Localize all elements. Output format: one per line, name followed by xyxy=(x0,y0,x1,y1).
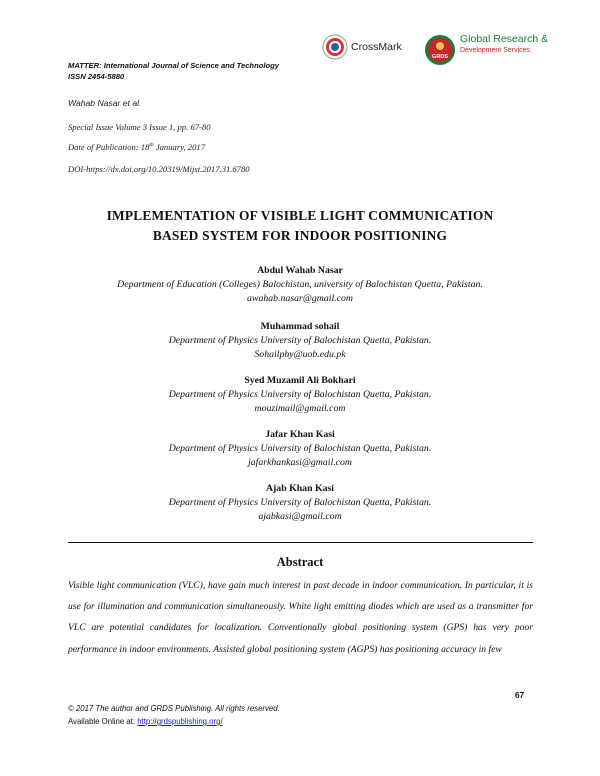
pub-date-prefix: Date of Publication: 18 xyxy=(68,142,150,152)
author-block-3 xyxy=(0,374,600,416)
author-affiliation: Department of Education (Colleges) Balochistan, university of Balochistan Quetta, Pakistan. xyxy=(117,279,483,290)
author-name: Ajab Khan Kasi xyxy=(265,483,335,494)
pub-date-suffix: January, 2017 xyxy=(153,142,205,152)
abstract-heading: Abstract xyxy=(276,555,324,569)
author-email[interactable]: Sohailphy@uob.edu.pk xyxy=(254,349,346,360)
journal-issn: ISSN 2454-5880 xyxy=(68,72,125,81)
author-short: Wahab Nasar et al. xyxy=(68,98,142,108)
issue-info: Special Issue Volume 3 Issue 1, pp. 67-80 xyxy=(68,122,211,132)
section-divider xyxy=(68,542,533,543)
author-email[interactable]: mouzimail@gmail.com xyxy=(254,403,346,414)
crossmark-logo[interactable] xyxy=(322,34,402,60)
author-block-5 xyxy=(0,482,600,524)
doi[interactable]: DOI-https://dx.doi.org/10.20319/Mijst.2017.31.6780 xyxy=(68,164,250,174)
author-email[interactable]: jafarkhankasi@gmail.com xyxy=(248,457,352,468)
author-email[interactable]: awahab.nasar@gmail.com xyxy=(247,293,353,304)
author-name: Jafar Khan Kasi xyxy=(265,429,335,440)
author-name: Syed Muzamil Ali Bokhari xyxy=(244,375,356,386)
crossmark-label: CrossMark xyxy=(351,41,402,53)
paper-title xyxy=(0,206,600,246)
copyright-notice: © 2017 The author and GRDS Publishing. All rights reserved. xyxy=(68,704,280,713)
publisher-link[interactable]: http://grdspublishing.org/ xyxy=(137,717,223,726)
grds-emblem-icon xyxy=(424,34,456,66)
publication-date xyxy=(68,142,205,152)
available-prefix: Available Online at: xyxy=(68,717,138,726)
journal-name: MATTER: International Journal of Science and Technology xyxy=(68,61,279,70)
grds-logo xyxy=(424,34,548,66)
author-email[interactable]: ajabkasi@gmail.com xyxy=(258,511,342,522)
author-affiliation: Department of Physics University of Balochistan Quetta, Pakistan. xyxy=(168,443,432,454)
grds-line1: Global Research & xyxy=(460,33,549,45)
author-affiliation: Department of Physics University of Balochistan Quetta, Pakistan. xyxy=(168,497,432,508)
author-block-4 xyxy=(0,428,600,470)
grds-emblem-text: GRDS xyxy=(432,54,448,60)
author-block-1 xyxy=(0,264,600,306)
author-block-2 xyxy=(0,320,600,362)
author-affiliation: Department of Physics University of Balochistan Quetta, Pakistan. xyxy=(168,335,432,346)
author-name: Muhammad sohail xyxy=(260,321,340,332)
title-line-2: BASED SYSTEM FOR INDOOR POSITIONING xyxy=(152,228,448,243)
grds-wordmark xyxy=(460,34,548,56)
page-number: 67 xyxy=(515,691,525,700)
availability-line xyxy=(68,717,223,726)
abstract-text: Visible light communication (VLC), have gain much interest in past decade in indoor communication. In particular, it is use for illumination and communication simultaneously. White light emitting diodes which are used as a transmitter for VLC are potential candidates for localization. Conventionally global positioning system (GPS) has very poor performance in indoor environments. Assisted global positioning system (AGPS) has positioning accuracy in few xyxy=(68,580,533,655)
grds-line2: Development Services xyxy=(460,47,531,54)
title-line-1: IMPLEMENTATION OF VISIBLE LIGHT COMMUNICATION xyxy=(106,208,494,223)
journal-header xyxy=(68,60,279,82)
pub-date-sup: th xyxy=(149,142,154,149)
author-name: Abdul Wahab Nasar xyxy=(257,265,343,276)
author-affiliation: Department of Physics University of Balochistan Quetta, Pakistan. xyxy=(168,389,432,400)
crossmark-icon xyxy=(322,34,348,60)
